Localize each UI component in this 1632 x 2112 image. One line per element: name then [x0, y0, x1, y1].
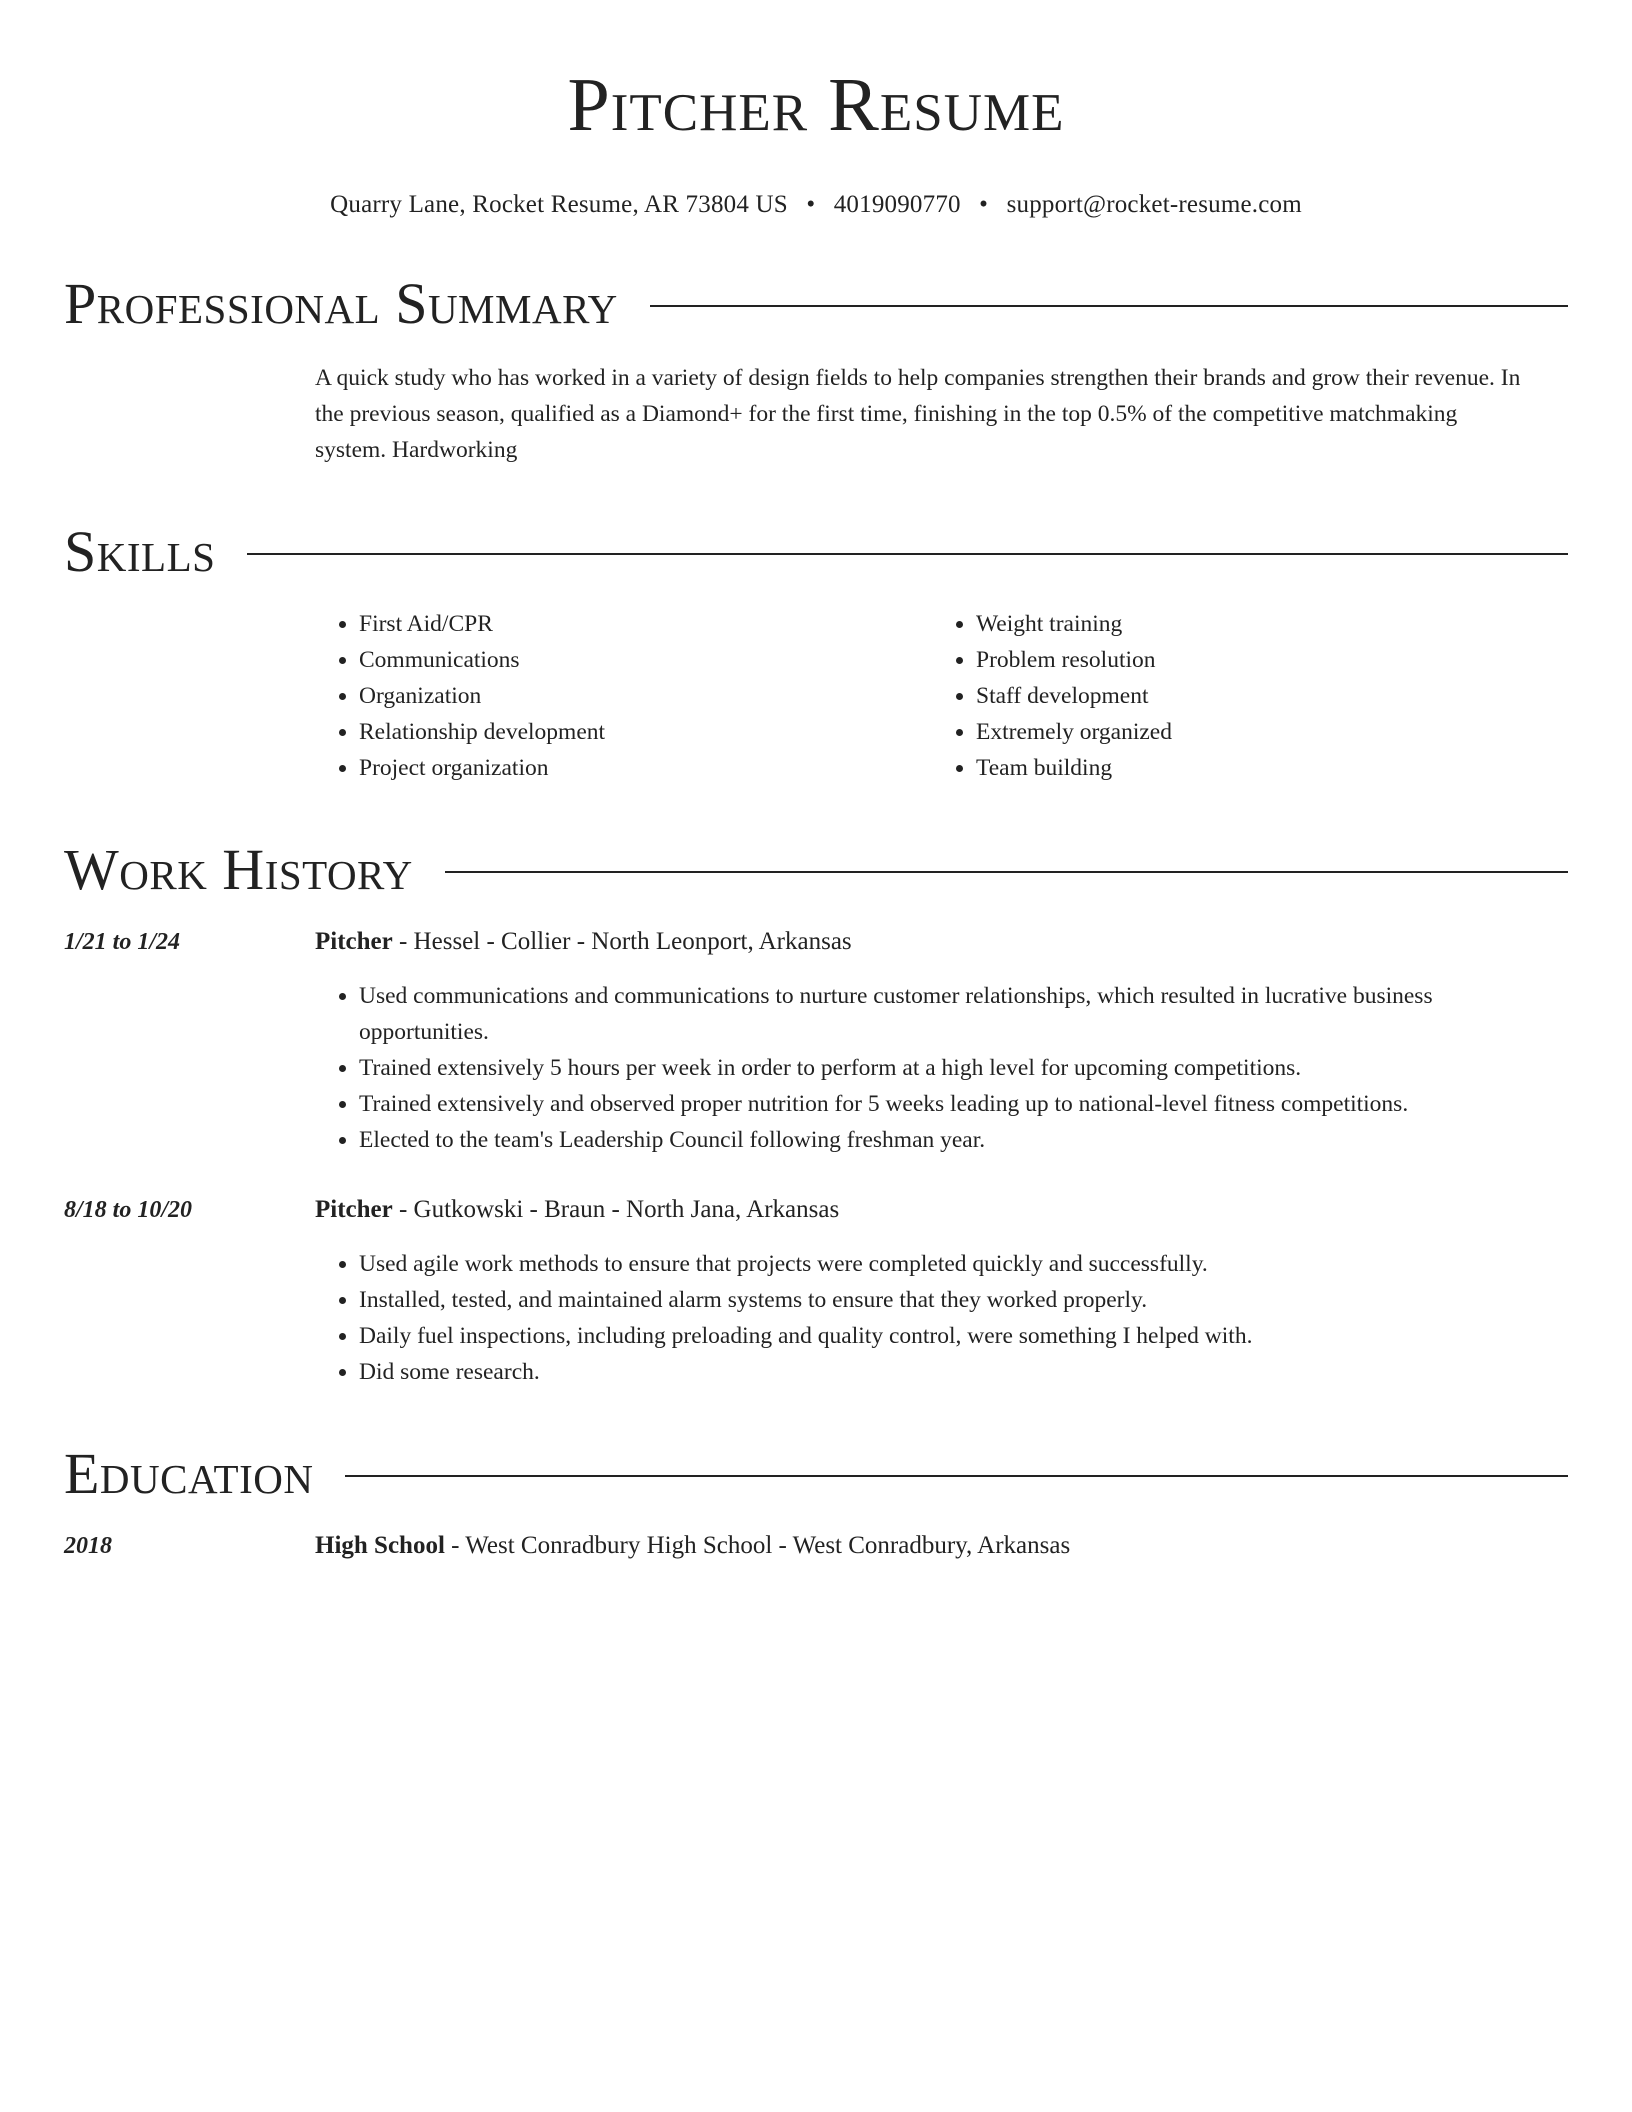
contact-phone: 4019090770	[833, 191, 961, 218]
job-details: - Gutkowski - Braun - North Jana, Arkansas	[392, 1196, 840, 1223]
work-heading-row	[64, 838, 1568, 902]
section-divider	[445, 871, 1568, 873]
skill-item: • Communications	[359, 642, 932, 678]
education-headline	[315, 1528, 1568, 1564]
job-bullet: • Daily fuel inspections, including preloading and quality control, were something I helped with.	[359, 1318, 1568, 1354]
job-entry	[64, 1192, 1568, 1390]
job-bullet: • Trained extensively 5 hours per week in order to perform at a high level for upcoming competitions.	[359, 1050, 1568, 1086]
skill-item: • Project organization	[359, 750, 932, 786]
skill-item: • Staff development	[976, 678, 1549, 714]
section-divider	[650, 305, 1568, 307]
skills-list	[64, 606, 1568, 786]
skill-item: • First Aid/CPR	[359, 606, 932, 642]
work-history-section	[64, 838, 1568, 1390]
job-bullet: • Trained extensively and observed proper nutrition for 5 weeks leading up to national-level fitness competitions.	[359, 1086, 1568, 1122]
education-heading: Education	[64, 1441, 314, 1506]
skill-item: • Problem resolution	[976, 642, 1549, 678]
skills-heading-row	[64, 520, 1568, 584]
work-heading: Work History	[64, 837, 413, 902]
education-degree: High School	[315, 1532, 445, 1559]
education-heading-row	[64, 1442, 1568, 1506]
skill-item: • Extremely organized	[976, 714, 1549, 750]
skills-column-right	[932, 606, 1549, 786]
job-headline	[315, 924, 1568, 960]
contact-email: support@rocket-resume.com	[1006, 191, 1302, 218]
job-bullet: • Used agile work methods to ensure that projects were completed quickly and successfully.	[359, 1246, 1568, 1282]
contact-separator: •	[979, 191, 989, 218]
skills-column-left	[315, 606, 932, 786]
skill-item: • Organization	[359, 678, 932, 714]
education-section	[64, 1442, 1568, 1564]
job-title: Pitcher	[315, 1196, 393, 1223]
job-entry	[64, 924, 1568, 1158]
skills-section	[64, 520, 1568, 786]
education-body	[315, 1528, 1568, 1564]
job-title: Pitcher	[315, 928, 393, 955]
education-entry	[64, 1528, 1568, 1564]
education-year: 2018	[64, 1533, 112, 1559]
skill-item: • Relationship development	[359, 714, 932, 750]
job-details: - Hessel - Collier - North Leonport, Arkansas	[392, 928, 852, 955]
job-bullet: • Elected to the team's Leadership Council following freshman year.	[359, 1122, 1568, 1158]
education-details: - West Conradbury High School - West Conradbury, Arkansas	[444, 1532, 1071, 1559]
contact-separator: •	[806, 191, 816, 218]
job-bullet: • Did some research.	[359, 1354, 1568, 1390]
job-bullets	[315, 1246, 1568, 1390]
job-body	[315, 1192, 1568, 1390]
summary-heading: Professional Summary	[64, 271, 618, 336]
job-bullet: • Installed, tested, and maintained alarm systems to ensure that they worked properly.	[359, 1282, 1568, 1318]
section-divider	[247, 553, 1568, 555]
skill-item: • Team building	[976, 750, 1549, 786]
skills-heading: Skills	[64, 519, 216, 584]
summary-section	[64, 272, 1568, 468]
job-bullets	[315, 978, 1568, 1158]
job-body	[315, 924, 1568, 1158]
contact-line	[64, 190, 1568, 220]
section-divider	[345, 1475, 1568, 1477]
summary-text: A quick study who has worked in a variety of design fields to help companies strengthen their brands and grow their revenue. In the previous season, qualified as a Diamond+ for the first time, finishing in the top 0.5% of the competitive matchmaking system. Hardworking	[315, 365, 1521, 463]
resume-title: Pitcher Resume	[567, 63, 1065, 147]
job-dates: 8/18 to 10/20	[64, 1197, 193, 1223]
job-dates: 1/21 to 1/24	[64, 929, 181, 955]
contact-address: Quarry Lane, Rocket Resume, AR 73804 US	[330, 191, 788, 218]
skill-item: • Weight training	[976, 606, 1549, 642]
job-bullet: • Used communications and communications to nurture customer relationships, which resulted in lucrative business opportunities.	[359, 978, 1568, 1050]
job-headline	[315, 1192, 1568, 1228]
summary-heading-row	[64, 272, 1568, 336]
